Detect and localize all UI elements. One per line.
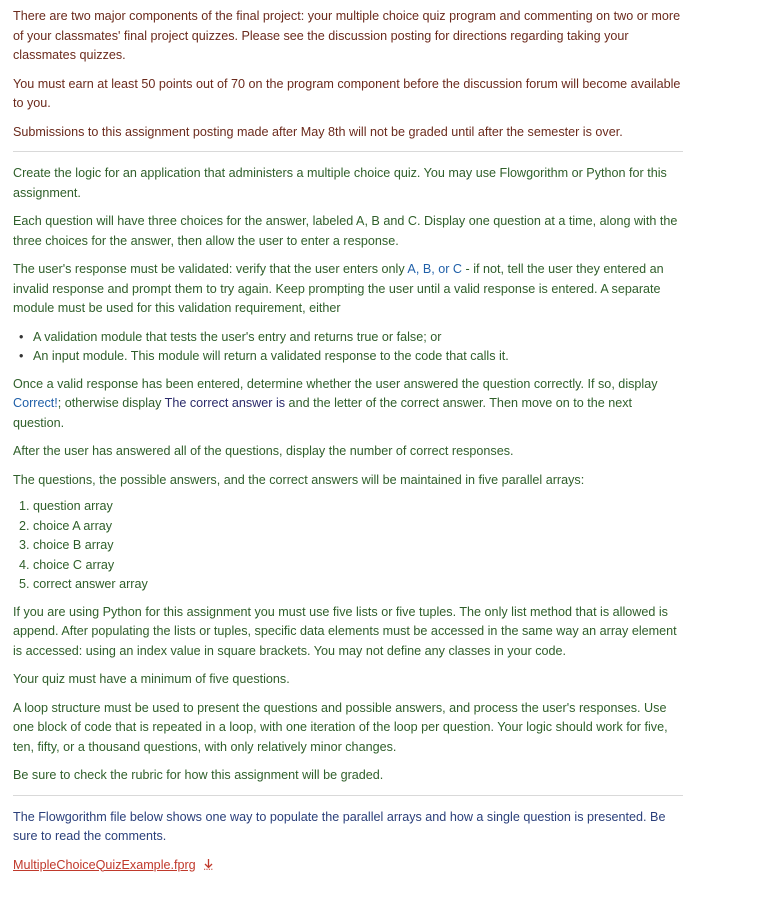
parallel-arrays-list	[13, 497, 685, 595]
list-item: • An input module. This module will return a validated response to the code that calls it.	[33, 347, 685, 367]
task-paragraph-7: If you are using Python for this assignment you must use five lists or five tuples. The only list method that is allowed is append. After populating the lists or tuples, specific data elements must be accessed in the same way an array element is accessed: using an index value in square brackets. You may not define any classes in your code.	[13, 604, 677, 658]
task-paragraph-5: After the user has answered all of the questions, display the number of correct responses.	[13, 444, 514, 458]
task-paragraph-3: The user's response must be validated: verify that the user enters only A, B, or C - if not, tell the user they entered an invalid response and prompt them to try again. Keep prompting the user until a valid response is entered. A separate module must be used for this validation requirement, either	[13, 262, 664, 315]
footer-paragraph: The Flowgorithm file below shows one way to populate the parallel arrays and how a single question is presented. Be sure to read the comments.	[13, 809, 666, 843]
footer-section	[13, 808, 685, 876]
task-paragraph-2: Each question will have three choices for the answer, labeled A, B and C. Display one question at a time, along with the three choices for the answer, then allow the user to enter a response.	[13, 214, 678, 248]
task-paragraph-6: The questions, the possible answers, and the correct answers will be maintained in five parallel arrays:	[13, 472, 585, 487]
task-paragraph-9: A loop structure must be used to present the questions and possible answers, and process the user's responses. Use one block of code that is repeated in a loop, with one iteration of the loop per question. Your logic should work for five, ten, fifty, or a thousand questions, with only relatively minor changes.	[13, 700, 668, 754]
task-paragraph-1: Create the logic for an application that administers a multiple choice quiz. You may use Flowgorithm or Python for this assignment.	[13, 166, 667, 200]
module-options-list	[13, 328, 685, 367]
task-paragraph-10: Be sure to check the rubric for how this assignment will be graded.	[13, 768, 384, 782]
list-item: 2. choice A array	[33, 517, 685, 537]
task-paragraph-4: Once a valid response has been entered, determine whether the user answered the question correctly. If so, display Correct!; otherwise display The correct answer is and the letter of the correct answer. Then move on to the next question.	[13, 376, 658, 430]
correct-answer-message-highlight: The correct answer is	[164, 396, 286, 410]
correct-message-highlight: Correct!	[13, 396, 58, 410]
file-link-row	[13, 856, 685, 876]
flowgorithm-file-link[interactable]: MultipleChoiceQuizExample.fprg	[13, 857, 196, 872]
divider	[13, 795, 683, 796]
task-section	[13, 164, 685, 786]
list-item: 1. question array	[33, 497, 685, 517]
intro-section	[13, 7, 685, 142]
list-item: 3. choice B array	[33, 536, 685, 556]
list-item: • A validation module that tests the user's entry and returns true or false; or	[33, 328, 685, 348]
intro-paragraph-1: There are two major components of the final project: your multiple choice quiz program and commenting on two or more of your classmates' final project quizzes. Please see the discussion posting for directions regarding taking your classmates quizzes.	[13, 9, 681, 62]
divider	[13, 151, 683, 152]
task-paragraph-8: Your quiz must have a minimum of five questions.	[13, 672, 290, 686]
valid-choices-highlight: A, B, or C	[407, 262, 463, 276]
list-item: 5. correct answer array	[33, 575, 685, 595]
intro-paragraph-3: Submissions to this assignment posting made after May 8th will not be graded until after the semester is over.	[13, 124, 623, 139]
list-item: 4. choice C array	[33, 556, 685, 576]
download-icon[interactable]	[200, 858, 214, 872]
intro-paragraph-2: You must earn at least 50 points out of 70 on the program component before the discussion forum will become available to you.	[13, 76, 681, 110]
